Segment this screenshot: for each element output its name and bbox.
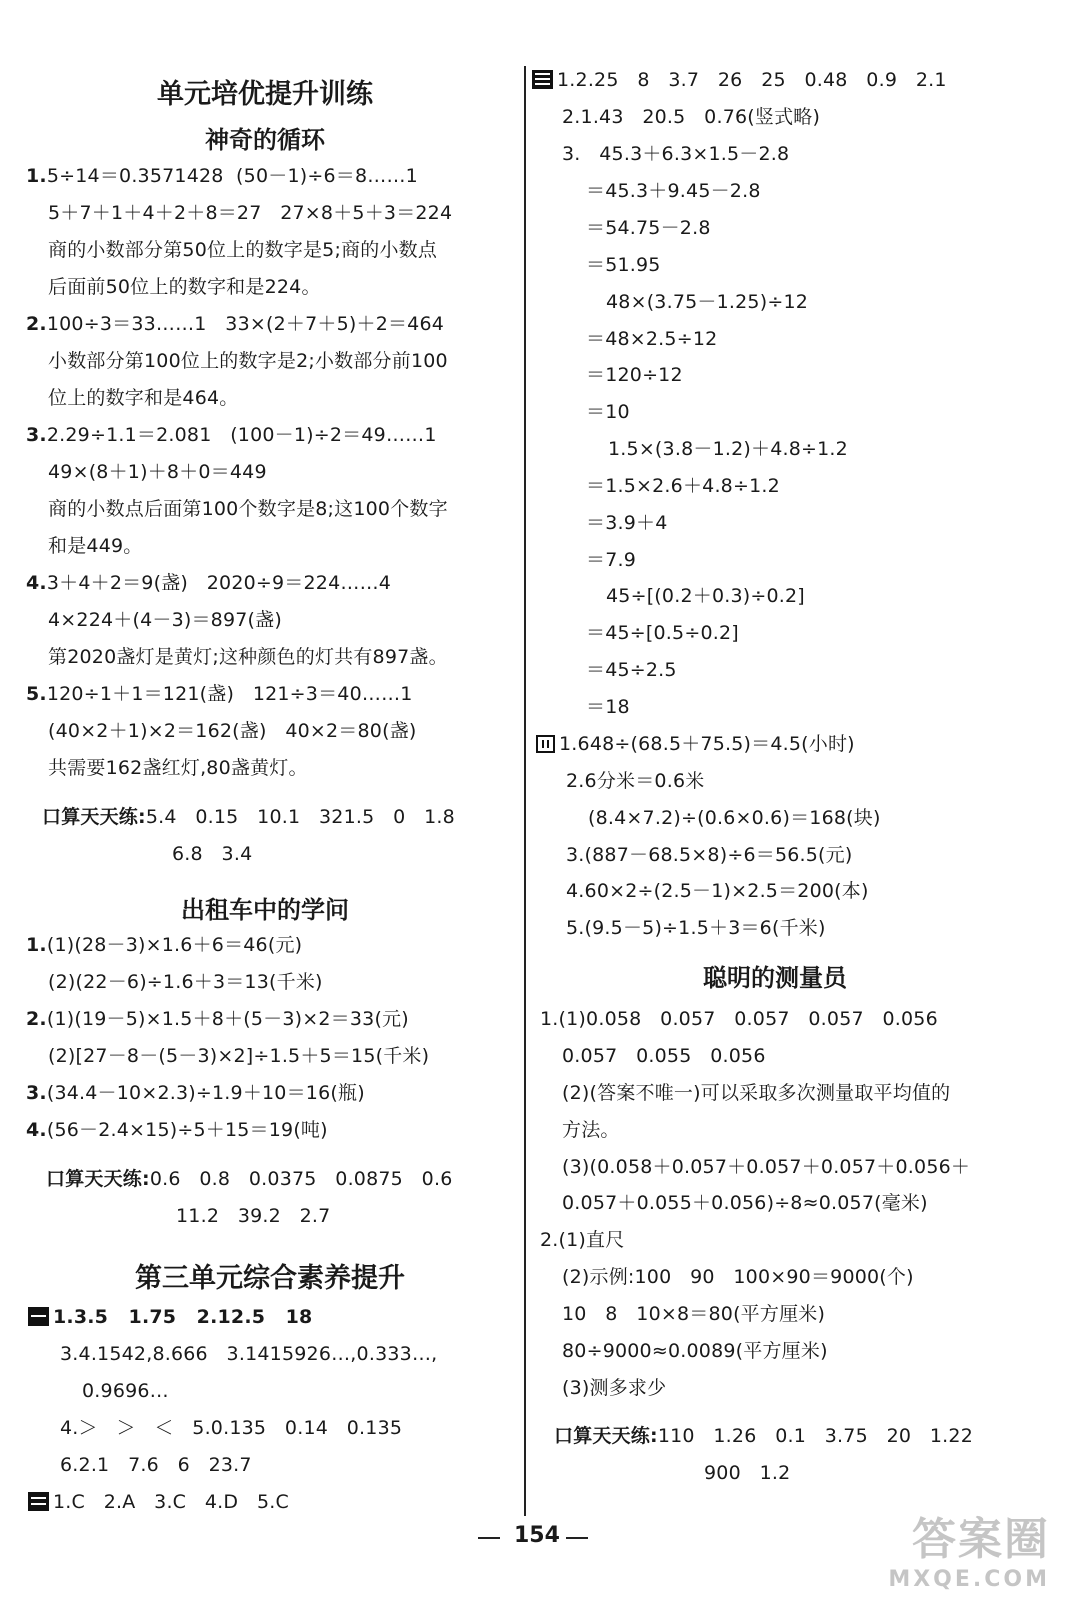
- watermark-text: 答案圈: [912, 1514, 1050, 1565]
- part3-line-9: ＝120÷12: [586, 364, 683, 386]
- oral-practice-3-line-2: 900 1.2: [704, 1462, 791, 1484]
- section-title-taxi: 出租车中的学问: [181, 896, 349, 924]
- watermark: [888, 1503, 1050, 1592]
- part-three-marker: [532, 70, 553, 89]
- measure-line-4: 方法。: [562, 1119, 620, 1141]
- oral-practice-2-line-2: 11.2 39.2 2.7: [176, 1205, 331, 1227]
- part3-line-7: 48×(3.75－1.25)÷12: [606, 291, 809, 313]
- oral-practice-2-line-1: 口算天天练:0.6 0.8 0.0375 0.0875 0.6: [46, 1168, 453, 1190]
- column-divider: [524, 66, 526, 1516]
- part3-line-15: 45÷[(0.2＋0.3)÷0.2]: [606, 585, 805, 607]
- q3-line-2: 49×(8＋1)＋8＋0＝449: [48, 461, 267, 483]
- taxi-line-3: 2.(1)(19－5)×1.5＋8＋(5－3)×2＝33(元): [26, 1008, 409, 1030]
- part1-line-4: 4.＞ ＞ ＜ 5.0.135 0.14 0.135: [60, 1417, 403, 1439]
- part4-line-6: 5.(9.5－5)÷1.5＋3＝6(千米): [566, 917, 826, 939]
- q5-line-1: 5.120÷1＋1＝121(盏) 121÷3＝40……1: [26, 683, 413, 705]
- q4-line-2: 4×224＋(4－3)＝897(盏): [48, 609, 282, 631]
- part3-line-1: 1.2.25 8 3.7 26 25 0.48 0.9 2.1: [532, 68, 947, 92]
- part1-line-5: 6.2.1 7.6 6 23.7: [60, 1454, 252, 1476]
- part2-line-1: 1.C 2.A 3.C 4.D 5.C: [28, 1490, 289, 1514]
- section-title-magic-cycle: 神奇的循环: [205, 126, 325, 154]
- part3-line-3: 3. 45.3＋6.3×1.5－2.8: [562, 143, 790, 165]
- part1-line-3: 0.9696…: [82, 1380, 169, 1402]
- oral-practice-1-line-2: 6.8 3.4: [172, 843, 253, 865]
- q2-line-1: 2.100÷3＝33……1 33×(2＋7＋5)＋2＝464: [26, 313, 445, 335]
- part3-line-12: ＝1.5×2.6＋4.8÷1.2: [586, 475, 780, 497]
- part3-line-11: 1.5×(3.8－1.2)＋4.8÷1.2: [608, 438, 848, 460]
- q1-line-2: 5＋7＋1＋4＋2＋8＝27 27×8＋5＋3＝224: [48, 202, 453, 224]
- taxi-line-1: 1.(1)(28－3)×1.6＋6＝46(元): [26, 934, 303, 956]
- q1-line-1: 1.5÷14＝0.3571428 (50－1)÷6＝8……1: [26, 165, 418, 187]
- part3-line-17: ＝45÷2.5: [586, 659, 677, 681]
- part3-line-5: ＝54.75－2.8: [586, 217, 711, 239]
- part4-line-5: 4.60×2÷(2.5－1)×2.5＝200(本): [566, 880, 869, 902]
- section-title-measurer: 聪明的测量员: [703, 964, 847, 992]
- part1-line-2: 3.4.1542,8.666 3.1415926…,0.333…,: [60, 1343, 438, 1365]
- part-four-marker: [536, 735, 555, 753]
- measure-line-7: 2.(1)直尺: [540, 1229, 625, 1251]
- measure-line-11: (3)测多求少: [562, 1377, 667, 1399]
- unit-title: 单元培优提升训练: [157, 79, 373, 110]
- taxi-line-4: (2)[27－8－(5－3)×2]÷1.5＋5＝15(千米): [48, 1045, 430, 1067]
- oral-practice-3-line-1: 口算天天练:110 1.26 0.1 3.75 20 1.22: [554, 1425, 973, 1447]
- part1-line-1: 1.3.5 1.75 2.12.5 18: [28, 1305, 312, 1329]
- q4-line-3: 第2020盏灯是黄灯;这种颜色的灯共有897盏。: [48, 646, 448, 668]
- q3-line-4: 和是449。: [48, 535, 143, 557]
- watermark-url: MXQE.COM: [888, 1567, 1050, 1592]
- part3-line-8: ＝48×2.5÷12: [586, 328, 718, 350]
- q2-line-3: 位上的数字和是464。: [48, 387, 239, 409]
- q1-line-3: 商的小数部分第50位上的数字是5;商的小数点: [48, 239, 438, 261]
- part-one-marker: [28, 1307, 49, 1326]
- part3-line-16: ＝45÷[0.5÷0.2]: [586, 622, 739, 644]
- q3-line-1: 3.2.29÷1.1＝2.081 (100－1)÷2＝49……1: [26, 424, 437, 446]
- part4-line-2: 2.6分米＝0.6米: [566, 770, 705, 792]
- footer-dash-left: [478, 1537, 500, 1539]
- measure-line-1: 1.(1)0.058 0.057 0.057 0.057 0.056: [540, 1008, 938, 1030]
- measure-line-2: 0.057 0.055 0.056: [562, 1045, 766, 1067]
- q1-line-4: 后面前50位上的数字和是224。: [48, 276, 321, 298]
- measure-line-8: (2)示例:100 90 100×90＝9000(个): [562, 1266, 914, 1288]
- part3-line-2: 2.1.43 20.5 0.76(竖式略): [562, 106, 821, 128]
- measure-line-9: 10 8 10×8＝80(平方厘米): [562, 1303, 826, 1325]
- taxi-line-5: 3.(34.4－10×2.3)÷1.9＋10＝16(瓶): [26, 1082, 365, 1104]
- measure-line-6: 0.057＋0.055＋0.056)÷8≈0.057(毫米): [562, 1192, 928, 1214]
- part4-line-4: 3.(887－68.5×8)÷6＝56.5(元): [566, 844, 853, 866]
- q3-line-3: 商的小数点后面第100个数字是8;这100个数字: [48, 498, 448, 520]
- part4-line-1: 1.648÷(68.5＋75.5)＝4.5(小时): [536, 732, 855, 756]
- part4-line-3: (8.4×7.2)÷(0.6×0.6)＝168(块): [588, 807, 881, 829]
- q4-line-1: 4.3＋4＋2＝9(盏) 2020÷9＝224……4: [26, 572, 392, 594]
- section-title-unit3: 第三单元综合素养提升: [135, 1263, 405, 1294]
- taxi-line-2: (2)(22－6)÷1.6＋3＝13(千米): [48, 971, 323, 993]
- page-number: 154: [514, 1523, 560, 1548]
- part-two-marker: [28, 1492, 49, 1511]
- taxi-line-6: 4.(56－2.4×15)÷5＋15＝19(吨): [26, 1119, 328, 1141]
- q5-line-3: 共需要162盏红灯,80盏黄灯。: [48, 757, 308, 779]
- part3-line-13: ＝3.9＋4: [586, 512, 668, 534]
- part3-line-14: ＝7.9: [586, 549, 637, 571]
- part3-line-4: ＝45.3＋9.45－2.8: [586, 180, 761, 202]
- footer-dash-right: [566, 1537, 588, 1539]
- q2-line-2: 小数部分第100位上的数字是2;小数部分前100: [48, 350, 448, 372]
- part3-line-6: ＝51.95: [586, 254, 661, 276]
- measure-line-3: (2)(答案不唯一)可以采取多次测量取平均值的: [562, 1082, 951, 1104]
- part3-line-18: ＝18: [586, 696, 630, 718]
- measure-line-10: 80÷9000≈0.0089(平方厘米): [562, 1340, 828, 1362]
- measure-line-5: (3)(0.058＋0.057＋0.057＋0.057＋0.056＋: [562, 1156, 971, 1178]
- oral-practice-label: 口算天天练:: [42, 806, 146, 828]
- q5-line-2: (40×2＋1)×2＝162(盏) 40×2＝80(盏): [48, 720, 417, 742]
- part3-line-10: ＝10: [586, 401, 630, 423]
- oral-practice-1-line-1: 口算天天练:5.4 0.15 10.1 321.5 0 1.8: [42, 806, 455, 828]
